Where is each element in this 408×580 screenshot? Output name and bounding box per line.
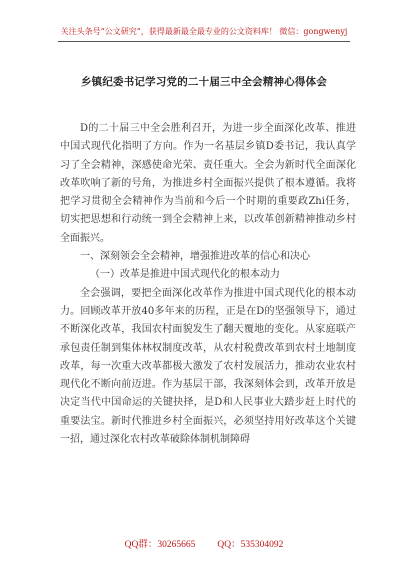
section-heading: 一、深刻领会全会精神，增强推进改革的信心和决心 xyxy=(80,251,310,263)
header-divider xyxy=(58,41,350,42)
document-body xyxy=(60,120,356,449)
footer-qq-group: QQ群：30265665 xyxy=(124,540,196,550)
page-header-banner: 关注头条号“公文研究”，获得最新最全最专业的公文资料库！ 微信：gongwenyj xyxy=(60,27,348,36)
page-footer xyxy=(0,536,408,550)
subsection-heading: （一）改革是推进中国式现代化的根本动力 xyxy=(90,269,280,281)
intro-paragraph: D的二十届三中全会胜利召开，为进一步全面深化改革、推进中国式现代化指明了方向。作为一名基层乡镇D委书记，我认真学习了全会精神，深感使命光荣、责任重大。全会为新时代全面深化改革吹响了新的号角，为推进乡村全面振兴提供了根本遵循。我将把学习贯彻全会精神作为当前和今后一个时期的重要政Zhi任务，切实把思想和行动统一到全会精神上来，以改革创新精神推动乡村全面振兴。 xyxy=(60,123,356,244)
footer-qq-contact: QQ：535304092 xyxy=(217,540,284,550)
body-paragraph: 全会强调，要把全面深化改革作为推进中国式现代化的根本动力。回顾改革开放40多年来的历程，正是在D的坚强领导下，通过不断深化改革，我国农村面貌发生了翻天覆地的变化。从家庭联产承包责任制到集体林权制度改革，从农村税费改革到农村土地制度改革，每一次重大改革都极大激发了农村发展活力，推动农业农村现代化不断向前迈进。作为基层干部，我深刻体会到，改革开放是决定当代中国命运的关键抉择，是D和人民事业大踏步赶上时代的重要法宝。新时代推进乡村全面振兴，必须坚持用好改革这个关键一招，通过深化农村改革破除体制机制障碍 xyxy=(60,287,356,446)
document-title: 乡镇纪委书记学习党的二十届三中全会精神心得体会 xyxy=(80,76,328,88)
